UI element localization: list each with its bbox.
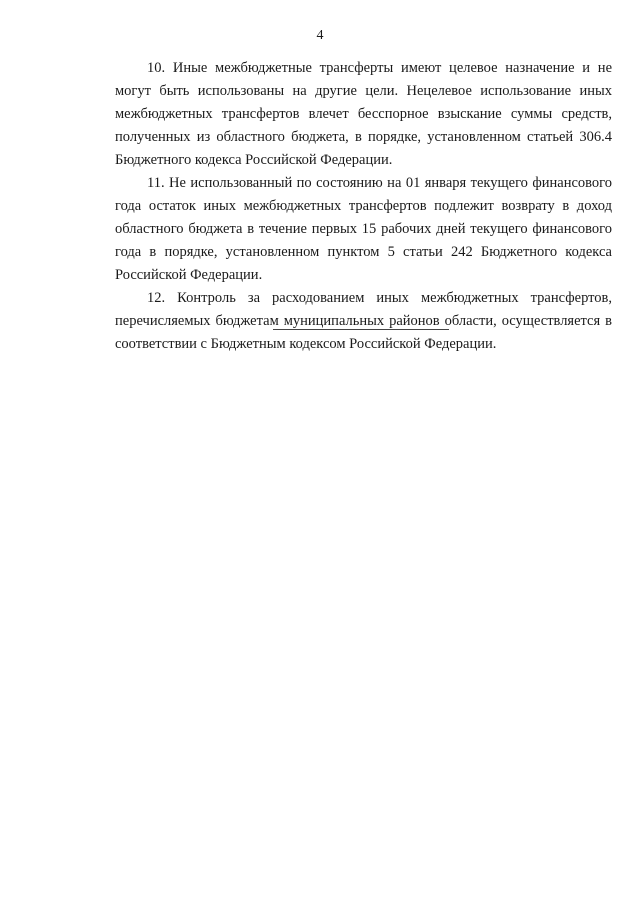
paragraph-11: 11. Не использованный по состоянию на 01 января текущего финансового года остаток иных межбюджетных трансфертов подлежит возврату в доход областного бюджета в течение первых 15 рабочих дней текущего финансового года в порядке, установленном пунктом 5 статьи 242 Бюджетного кодекса Российской Федерации.	[115, 175, 612, 283]
end-separator-line	[273, 329, 449, 330]
document-body	[115, 57, 612, 356]
page-number: 4	[316, 28, 324, 43]
paragraph-10: 10. Иные межбюджетные трансферты имеют целевое назначение и не могут быть использованы на другие цели. Нецелевое использование иных межбюджетных трансфертов влечет бесспорное взыскание суммы средств, полученных из областного бюджета, в порядке, установленном статьей 306.4 Бюджетного кодекса Российской Федерации.	[115, 60, 612, 168]
paragraph-12: 12. Контроль за расходованием иных межбюджетных трансфертов, перечисляемых бюджетам муниципальных районов области, осуществляется в соответствии с Бюджетным кодексом Российской Федерации.	[115, 290, 612, 352]
